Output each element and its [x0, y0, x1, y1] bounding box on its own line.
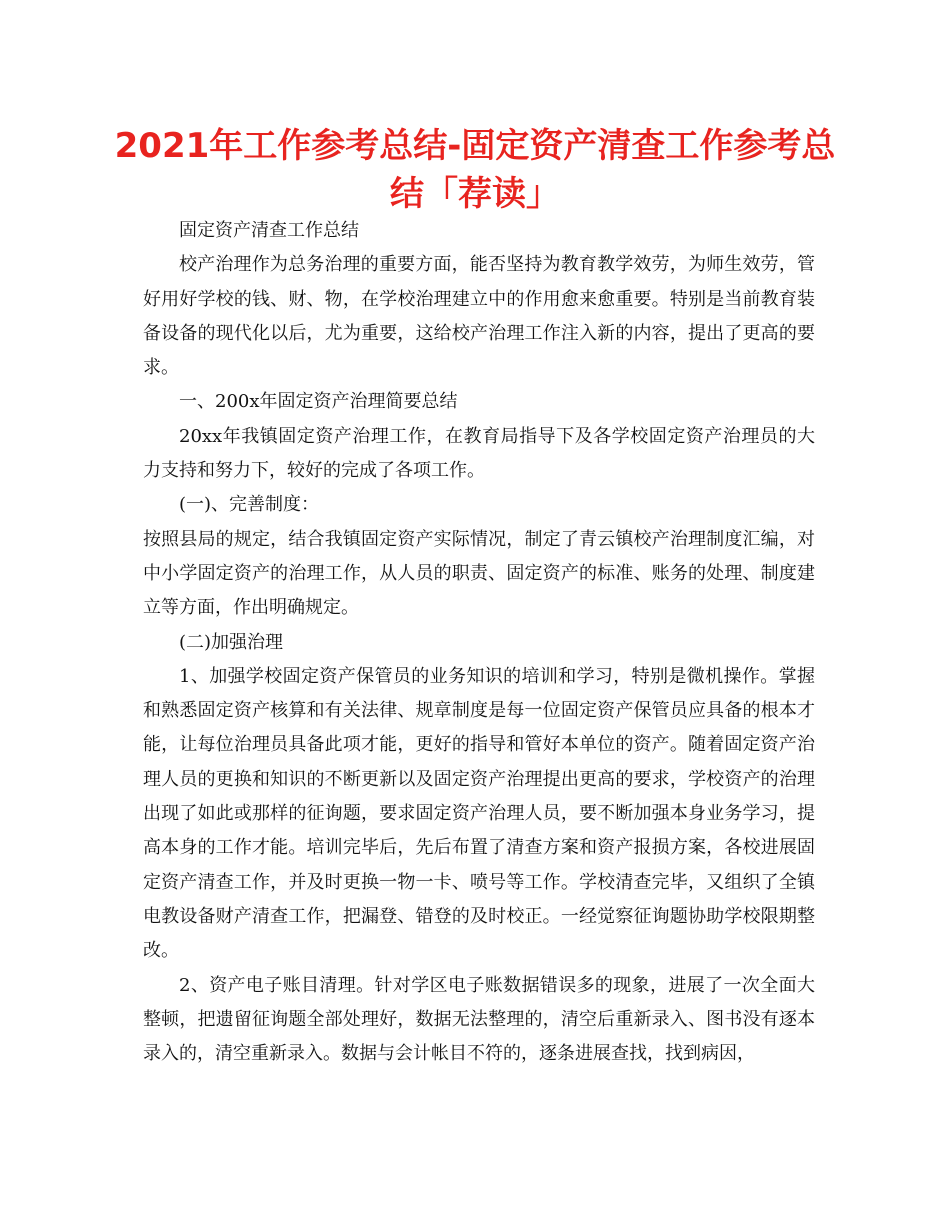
paragraph: 1、加强学校固定资产保管员的业务知识的培训和学习，特别是微机操作。掌握和熟悉固定资产核算和有关法律、规章制度是每一位固定资产保管员应具备的根本才能，让每位治理员具备此项才能，更好的指导和管好本单位的资产。随着固定资产治理人员的更换和知识的不断更新以及固定资产治理提出更高的要求，学校资产的治理出现了如此或那样的征询题，要求固定资产治理人员，要不断加强本身业务学习，提高本身的工作才能。培训完毕后，先后布置了清查方案和资产报损方案，各校进展固定资产清查工作，并及时更换一物一卡、喷号等工作。学校清查完毕，又组织了全镇电教设备财产清查工作，把漏登、错登的及时校正。一经觉察征询题协助学校限期整改。	[143, 665, 815, 962]
paragraph: 固定资产清查工作总结	[179, 220, 359, 241]
document-body	[143, 214, 815, 1071]
paragraph: (二)加强治理	[179, 631, 284, 653]
paragraph: 一、200x年固定资产治理简要总结	[179, 391, 458, 413]
document-title: 2021年工作参考总结-固定资产清查工作参考总结「荐读」	[114, 126, 836, 214]
paragraph: 20xx年我镇固定资产治理工作，在教育局指导下及各学校固定资产治理员的大力支持和努力下，较好的完成了各项工作。	[143, 425, 815, 482]
paragraph: 按照县局的规定，结合我镇固定资产实际情况，制定了青云镇校产治理制度汇编，对中小学固定资产的治理工作，从人员的职责、固定资产的标准、账务的处理、制度建立等方面，作出明确规定。	[143, 528, 815, 619]
paragraph: 校产治理作为总务治理的重要方面，能否坚持为教育教学效劳，为师生效劳，管好用好学校的钱、财、物，在学校治理建立中的作用愈来愈重要。特别是当前教育装备设备的现代化以后，尤为重要，这给校产治理工作注入新的内容，提出了更高的要求。	[143, 254, 815, 379]
paragraph: 2、资产电子账目清理。针对学区电子账数据错误多的现象，进展了一次全面大整顿，把遗留征询题全部处理好，数据无法整理的，清空后重新录入、图书没有逐本录入的，清空重新录入。数据与会计帐目不符的，逐条进展查找，找到病因，	[143, 974, 815, 1065]
paragraph: (一)、完善制度：	[179, 494, 320, 516]
